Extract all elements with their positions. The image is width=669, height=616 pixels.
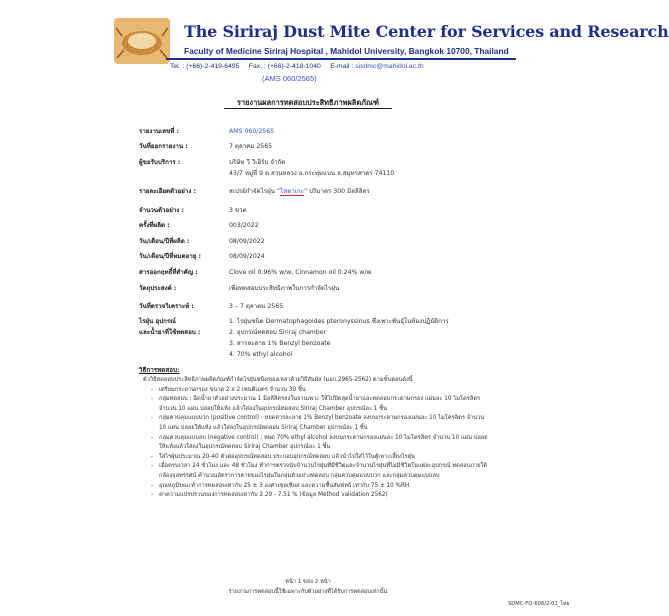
sample-detail — [229, 188, 370, 196]
analysis-date: 3 – 7 ตุลาคม 2565 — [229, 303, 284, 310]
fax: Fax. : (+66)-2-418-1040 — [248, 63, 321, 70]
active-label: สารออกฤทธิ์ที่สำคัญ : — [139, 269, 198, 276]
method-step: - เตรียมกระดาษกรอง ขนาด 2 x 2 เซนติเมตร จำนวน 30 ชิ้น — [151, 386, 489, 396]
center-title: The Siriraj Dust Mite Center for Services and Research — [184, 22, 669, 41]
sample-brand: ไหดาเกะ — [280, 188, 304, 195]
purpose-label: วัตถุประสงค์ : — [139, 285, 177, 292]
mfg-date: 08/09/2022 — [229, 238, 265, 245]
method-step: - ค่าความแปรปรวนของการทดสอบเท่ากับ 2.29 - 7.51 % (ข้อมูล Method validation 2562) — [151, 491, 489, 501]
method-section — [139, 376, 489, 501]
email-label: E-mail : — [330, 63, 354, 70]
method-step: - ใส่ไรฝุ่นประมาณ 20-40 ตัวต่ออุปกรณ์ทดสอบ ประกอบอุปกรณ์ทดสอบ แล้วนำไปใส่ไว้ในตู้เพาะเลี้ยงไรฝุ่น — [151, 453, 489, 463]
sample-suffix: ” ปริมาตร 300 มิลลิลิตร — [303, 188, 370, 195]
siriraj-logo — [112, 16, 172, 66]
method-steps — [139, 386, 489, 501]
exp-date: 08/09/2024 — [229, 253, 265, 260]
material-item: 3. สารละลาย 1% Benzyl benzoate — [229, 340, 331, 347]
faculty-address: Faculty of Medicine Siriraj Hospital , Mahidol University, Bangkok 10700, Thailand — [184, 46, 509, 56]
ams-reference: (AMS 060/2565) — [262, 74, 317, 83]
client-name: บริษัท วี วิเฮิร์บ จำกัด — [229, 159, 286, 166]
form-code: SDMC-FO-606/2-01_ไทย — [508, 601, 570, 607]
method-step: - กลุ่มควบคุมแบบลบ (negative control) : หยด 70% ethyl alcohol ลงบนกระดาษกรองแผ่นละ 10 ไมโครลิตร จำนวน 10 แผ่น ปล่อยให้แห้งแล้วใส่ลงในอุปกรณ์ทดสอบ Siriraj Chamber อุปกรณ์ละ 1 ชิ้น — [151, 434, 489, 453]
report-title: รายงานผลการทดสอบประสิทธิภาพผลิตภัณฑ์ — [237, 98, 379, 107]
purpose: เพื่อทดสอบประสิทธิภาพในการกำจัดไรฝุ่น — [229, 285, 340, 292]
material-item: 1. ไรฝุ่นชนิด Dermatophagoides pteronyssinus ซึ่งเพาะพันธุ์ในห้องปฏิบัติการ — [229, 318, 449, 325]
quantity-label: จำนวนตัวอย่าง : — [139, 207, 184, 214]
report-no-label: รายงานเลขที่ : — [139, 128, 179, 135]
tel: Tel. : (+66)-2-419-6495 — [170, 63, 240, 70]
method-step: - อุณหภูมิขณะทำการทดสอบเท่ากับ 25 ± 3 องศาเซลเซียส และความชื้นสัมพัทธ์ เท่ากับ 75 ± 10 %RH — [151, 482, 489, 492]
sample-prefix: สเปรย์กำจัดไรฝุ่น “ — [229, 188, 281, 195]
active-ingredients: Clove oil 0.96% w/w, Cinnamon oil 0.24% w/w — [229, 269, 372, 276]
method-step: - กลุ่มควบคุมแบบบวก (positive control) : หยดสารละลาย 1% Benzyl benzoate ลงบนกระดาษกรองแผ่นละ 10 ไมโครลิตร จำนวน 10 แผ่น ปล่อยให้แห้ง แล้วใส่ลงในอุปกรณ์ทดสอบ Siriraj Chamber อุปกรณ์ละ 1 ชิ้น — [151, 414, 489, 433]
mfg-label: วัน/เดือน/ปีที่ผลิต : — [139, 238, 190, 245]
lot: 003/2022 — [229, 222, 259, 229]
method-step: - เมื่อครบเวลา 24 ชั่วโมง และ 48 ชั่วโมง ทำการตรวจนับจำนวนไรฝุ่นที่มีชีวิตและจำนวนไรฝุ่นที่ไม่มีชีวิตในแต่ละอุปกรณ์ ทดสอบภายใต้กล้องจุลทรรศน์ คำนวณอัตราการตายของไรฝุ่นในกลุ่มตัวอย่างทดสอบ กลุ่มควบคุมแบบบวก และกลุ่มควบคุมแบบลบ — [151, 462, 489, 481]
sample-label: รายละเอียดตัวอย่าง : — [139, 188, 196, 195]
report-title-underline — [224, 108, 392, 109]
report-no: AMS 060/2565 — [229, 128, 275, 135]
material-item: 4. 70% ethyl alcohol — [229, 351, 293, 358]
method-title: วิธีการทดสอบ: — [139, 367, 180, 374]
method-intro: ตัววิธีทดสอบประสิทธิภาพผลิตภัณฑ์กำจัดไรฝุ่นชนิดของเหลวด้วยวิธีสัมผัส (มอก.2965-2562) ตามขั้นตอนดังนี้ — [143, 377, 413, 383]
lot-label: ครั้งที่ผลิต : — [139, 222, 170, 229]
contact-line — [170, 63, 424, 70]
page-number: หน้า 1 ของ 2 หน้า — [285, 579, 331, 585]
materials-label-1: ไรฝุ่น อุปกรณ์ — [139, 318, 176, 325]
analysis-label: วันที่ตรวจวิเคราะห์ : — [139, 303, 194, 310]
report-date: 7 ตุลาคม 2565 — [229, 143, 273, 150]
exp-label: วัน/เดือน/ปีที่หมดอายุ : — [139, 253, 201, 260]
method-step: - กลุ่มทดสอบ : ฉีดน้ำยาตัวอย่างประมาณ 1 มิลลิลิตรลงในจานเพาะ ให้ไปปิดสุดน้ำยาและทดสอบกระดาษกรอง แผ่นละ 10 ไมโครลิตร จำนวน 10 แผ่น ปล่อยให้แห้ง แล้วใส่ลงในอุปกรณ์ทดสอบ Siriraj Chamber อุปกรณ์ละ 1 ชิ้น — [151, 395, 489, 414]
report-date-label: วันที่ออกรายงาน : — [139, 143, 188, 150]
materials-label-2: และน้ำยาที่ใช้ทดสอบ : — [139, 329, 201, 336]
header-divider — [166, 58, 516, 60]
footer-note: รายงานการทดสอบนี้ใช้เฉพาะกับตัวอย่างที่ได้รับการทดสอบเท่านั้น — [228, 589, 388, 595]
quantity: 3 ขวด — [229, 207, 247, 214]
email-link[interactable]: sisdmc@mahidol.ac.th — [355, 63, 424, 70]
client-address: 43/7 หมู่ที่ 9 ต.สวนหลวง อ.กระทุ่มแบน จ.สมุทรสาคร 74110 — [229, 170, 395, 177]
client-label: ผู้ขอรับบริการ : — [139, 159, 181, 166]
material-item: 2. อุปกรณ์ทดสอบ Siriraj chamber — [229, 329, 327, 336]
